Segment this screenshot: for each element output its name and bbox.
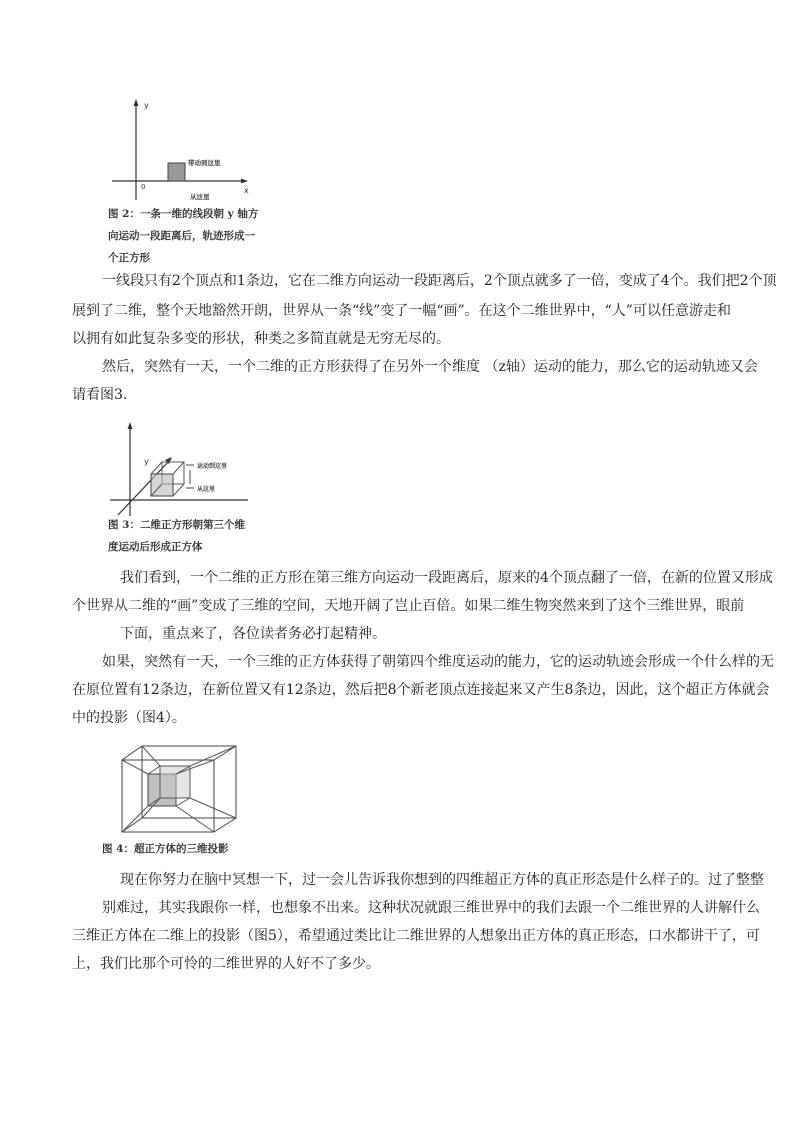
- connecting-edge: [190, 746, 236, 766]
- connecting-edge: [142, 746, 160, 766]
- label-moved-to: 运动到这里: [197, 463, 228, 470]
- figure-2-caption-line-3: 个正方形: [108, 252, 150, 264]
- paragraph-5-line-2: 别难过，其实我跟你一样，也想象不出来。这种状况就跟三维世界中的我们去跟一个二维世界的人讲解什么: [102, 900, 760, 916]
- paragraph-1-line-3: 以拥有如此复杂多变的形状，种类之多简直就是无穷无尽的。: [72, 331, 450, 347]
- inner-edge: [176, 798, 190, 806]
- label-from-here: 从这里: [190, 193, 210, 201]
- paragraph-3-line-3: 下面，重点来了，各位读者务必打起精神。: [120, 626, 386, 642]
- paragraph-5-line-3: 三维正方体在二维上的投影（图5），希望通过类比让二维世界的人想象出正方体的真正形态，口水都讲干了，可: [72, 928, 760, 944]
- connecting-edge: [176, 806, 214, 832]
- square-trace: [168, 163, 185, 181]
- paragraph-1-line-2: 展到了二维，整个天地豁然开朗，世界从一条“线”变了一幅“画”。在这个二维世界中，“人”可以任意游走和: [72, 303, 731, 319]
- cube-edge: [173, 484, 184, 496]
- cube-edge: [151, 462, 162, 474]
- outer-edge: [122, 746, 142, 760]
- cube-edge: [173, 462, 184, 474]
- paragraph-5-line-4: 上，我们比那个可怜的二维世界的人好不了多少。: [72, 956, 380, 972]
- figure-3-caption-line-2: 度运动后形成正方体: [108, 541, 203, 553]
- x-axis-arrow: [241, 179, 248, 184]
- figure-3-caption-line-1: 图 3：二维正方形朝第三个维: [108, 519, 245, 531]
- y-axis-label: y: [144, 457, 149, 466]
- outer-edge: [122, 818, 142, 832]
- outer-edge: [214, 818, 236, 832]
- paragraph-4-line-2: 在原位置有12条边，在新位置又有12条边，然后把8个新老顶点连接起来又产生8条边，因此，这个超正方体就会: [72, 682, 770, 698]
- connecting-edge: [122, 760, 148, 774]
- label-moved-to: 带动到这里: [188, 159, 221, 167]
- connecting-edge: [122, 806, 148, 832]
- paragraph-5-line-1: 现在你努力在脑中冥想一下，过一会儿告诉我你想到的四维超正方体的真正形态是什么样子的。过了整整: [120, 872, 764, 888]
- figure-4-tesseract-diagram: [118, 744, 242, 836]
- label-from-here: 从这里: [197, 486, 216, 493]
- y-axis-arrow: [128, 422, 133, 429]
- figure-3-diagram: [108, 418, 258, 518]
- figure-2-caption-line-2: 向运动一段距离后，轨迹形成一: [108, 230, 255, 242]
- paragraph-2-line-1: 然后，突然有一天，一个二维的正方形获得了在另外一个维度 （z轴）运动的能力，那么它的运动轨迹又会: [102, 359, 758, 375]
- outer-edge: [214, 746, 236, 760]
- y-axis-arrow: [134, 99, 139, 106]
- paragraph-3-line-2: 个世界从二维的“画”变成了三维的空间，天地开阔了岂止百倍。如果二维生物突然来到了这个三维世界，眼前: [72, 598, 745, 614]
- figure-2-diagram: [108, 95, 258, 205]
- paragraph-4-line-3: 中的投影（图4）。: [72, 710, 186, 726]
- figure-4-caption: 图 4：超正方体的三维投影: [102, 843, 229, 855]
- z-axis-arrow: [165, 457, 172, 464]
- y-axis-label: y: [144, 101, 149, 110]
- paragraph-3-line-1: 我们看到，一个二维的正方形在第三维方向运动一段距离后，原来的4个顶点翻了一倍，在新的位置又形成: [120, 570, 773, 586]
- paragraph-1-line-1: 一线段只有2个顶点和1条边，它在二维方向运动一段距离后，2个顶点就多了一倍，变成了4个。我们把2个顶: [102, 273, 777, 289]
- x-axis-label: x: [244, 186, 249, 195]
- figure-2-caption-line-1: 图 2：一条一维的线段朝 y 轴方: [108, 208, 259, 220]
- origin-label: 0: [141, 183, 146, 191]
- inner-edge: [148, 766, 160, 774]
- connecting-edge: [190, 798, 236, 818]
- paragraph-2-line-2: 请看图3.: [72, 387, 128, 403]
- paragraph-4-line-1: 如果，突然有一天，一个三维的正方体获得了朝第四个维度运动的能力，它的运动轨迹会形成一个什么样的无: [102, 654, 774, 670]
